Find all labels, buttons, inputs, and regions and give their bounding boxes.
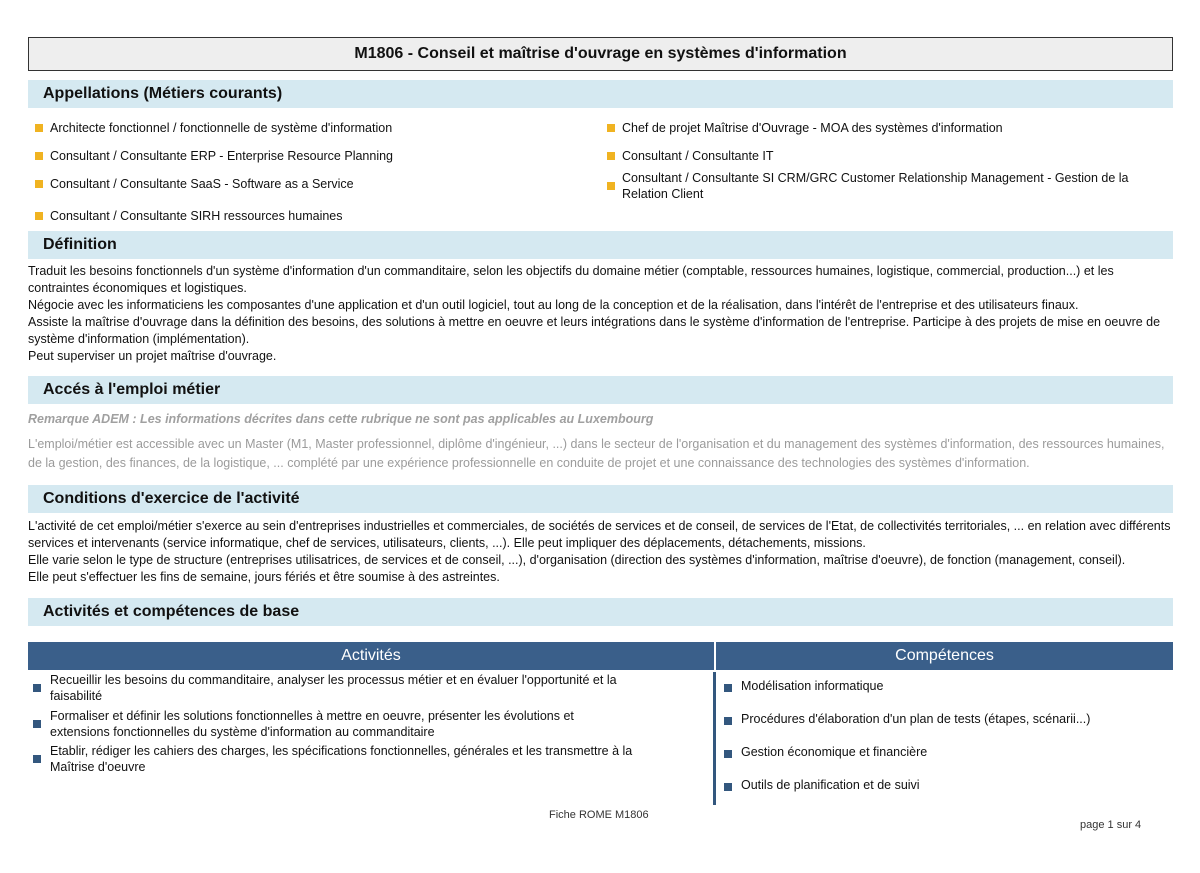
list-item: Consultant / Consultante SIRH ressources humaines (35, 208, 343, 224)
list-item: Architecte fonctionnel / fonctionnelle de système d'information (35, 120, 392, 136)
column-header-competences: Compétences (716, 642, 1173, 670)
section-activites: Activités et compétences de base (28, 598, 1173, 626)
bullet-icon (35, 212, 43, 220)
table-row: Gestion économique et financière (724, 744, 927, 760)
bullet-icon (35, 124, 43, 132)
bullet-icon (724, 684, 732, 692)
section-acces: Accés à l'emploi métier (28, 376, 1173, 404)
appellations-right-list (607, 120, 1167, 210)
table-row: Formaliser et définir les solutions fonctionnelles à mettre en oeuvre, présenter les évolutions et extensions fonctionnelles du système d'information au commanditaire (33, 708, 610, 740)
table-divider (713, 672, 716, 805)
bullet-icon (33, 720, 41, 728)
list-item: Chef de projet Maîtrise d'Ouvrage - MOA des systèmes d'information (607, 120, 1152, 136)
list-item: Consultant / Consultante IT (607, 148, 1152, 164)
definition-text: Traduit les besoins fonctionnels d'un système d'information d'un commanditaire, selon les objectifs du domaine métier (comptable, ressources humaines, logistique, commercial, production...) et les contraintes économiques et logistiques. Négocie avec les informaticiens les composantes d'une application et d'un outil logiciel, tout au long de la conception et de la réalisation, dans l'intérêt de l'entreprise et des utilisateurs finaux. Assiste la maîtrise d'ouvrage dans la définition des besoins, des solutions à mettre en oeuvre et leurs intégrations dans le système d'information de l'entreprise. Participe à des projets de mise en oeuvre de système d'information (implémentation). Peut superviser un projet maîtrise d'ouvrage. (28, 264, 1161, 363)
column-header-activites: Activités (28, 642, 714, 670)
competences-list (724, 672, 1164, 802)
bullet-icon (724, 750, 732, 758)
table-row: Outils de planification et de suivi (724, 777, 920, 793)
list-item: Consultant / Consultante SI CRM/GRC Customer Relationship Management - Gestion de la Relation Client (607, 170, 1152, 202)
section-conditions: Conditions d'exercice de l'activité (28, 485, 1173, 513)
table-row: Modélisation informatique (724, 678, 883, 694)
table-row: Recueillir les besoins du commanditaire, analyser les processus métier et en évaluer l'opportunité et la faisabilité (33, 672, 650, 704)
bullet-icon (607, 152, 615, 160)
table-row: Procédures d'élaboration d'un plan de tests (étapes, scénarii...) (724, 711, 1090, 727)
bullet-icon (607, 182, 615, 190)
appellations-left-list (35, 120, 575, 230)
bullet-icon (607, 124, 615, 132)
list-item: Consultant / Consultante SaaS - Software as a Service (35, 176, 354, 192)
acces-remark: Remarque ADEM : Les informations décrites dans cette rubrique ne sont pas applicables au Luxembourg (28, 412, 654, 426)
bullet-icon (35, 180, 43, 188)
list-item: Consultant / Consultante ERP - Enterprise Resource Planning (35, 148, 393, 164)
section-definition: Définition (28, 231, 1173, 259)
bullet-icon (33, 684, 41, 692)
page-title: M1806 - Conseil et maîtrise d'ouvrage en systèmes d'information (28, 37, 1173, 71)
table-row: Etablir, rédiger les cahiers des charges, les spécifications fonctionnelles, générales et les transmettre à la Maîtrise d'oeuvre (33, 743, 660, 775)
bullet-icon (724, 783, 732, 791)
bullet-icon (35, 152, 43, 160)
bullet-icon (724, 717, 732, 725)
page-number: page 1 sur 4 (1080, 819, 1142, 831)
acces-text: L'emploi/métier est accessible avec un Master (M1, Master professionnel, diplôme d'ingénieur, ...) dans le secteur de l'organisation et du management des systèmes d'information, des ressources humaines, de la gestion, des finances, de la logistique, ... complété par une expérience professionnelle en conduite de projet et une connaissance des technologies des systèmes d'information. (28, 437, 1165, 470)
footer-fiche: Fiche ROME M1806 (549, 809, 649, 821)
section-appellations: Appellations (Métiers courants) (28, 80, 1173, 108)
conditions-text: L'activité de cet emploi/métier s'exerce au sein d'entreprises industrielles et commerciales, de sociétés de services et de conseil, de services de l'Etat, de collectivités territoriales, ... en relation avec différents services et intervenants (service informatique, chef de services, utilisateurs, clients, ...). Elle peut impliquer des déplacements, détachements, missions. Elle varie selon le type de structure (entreprises utilisatrices, de services et de conseil, ...), d'organisation (direction des systèmes d'information, maîtrise d'oeuvre), de fonction (management, conseil). Elle peut s'effectuer les fins de semaine, jours fériés et être soumise à des astreintes. (28, 519, 1171, 584)
bullet-icon (33, 755, 41, 763)
activites-list (33, 672, 683, 792)
